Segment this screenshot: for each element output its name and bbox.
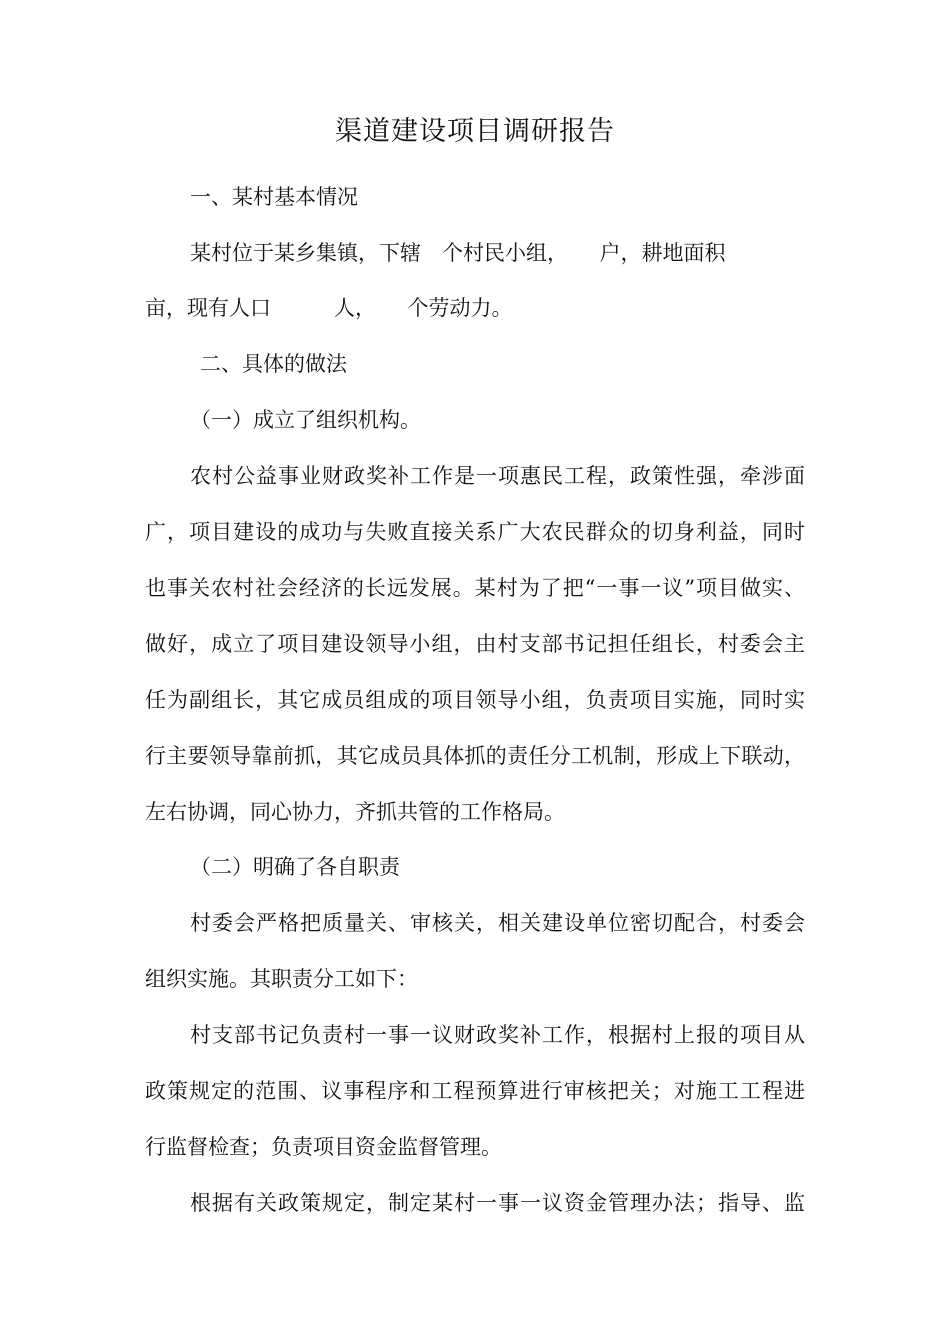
heading-specific-practices: 二、具体的做法 <box>200 352 347 376</box>
paragraph-line: 村委会严格把质量关、审核关，相关建设单位密切配合，村委会 <box>190 911 805 935</box>
heading-basic-situation: 一、某村基本情况 <box>190 185 358 209</box>
paragraph-line: 根据有关政策规定，制定某村一事一议资金管理办法；指导、监 <box>190 1191 805 1215</box>
paragraph-line: 农村公益事业财政奖补工作是一项惠民工程，政策性强，牵涉面 <box>190 464 805 488</box>
paragraph-line: 某村位于某乡集镇，下辖 个村民小组， 户，耕地面积 <box>190 241 726 265</box>
subheading-responsibilities: （二）明确了各自职责 <box>190 855 400 879</box>
paragraph-line: 做好，成立了项目建设领导小组，由村支部书记担任组长，村委会主 <box>145 632 805 656</box>
paragraph-line: 行主要领导靠前抓，其它成员具体抓的责任分工机制，形成上下联动， <box>145 744 805 768</box>
paragraph-line: 行监督检查；负责项目资金监督管理。 <box>145 1135 502 1159</box>
paragraph-line: 广，项目建设的成功与失败直接关系广大农民群众的切身利益，同时 <box>145 520 805 544</box>
paragraph-line: 左右协调，同心协力，齐抓共管的工作格局。 <box>145 800 565 824</box>
paragraph-line: 亩，现有人口 人， 个劳动力。 <box>145 296 513 320</box>
paragraph-line: 组织实施。其职责分工如下： <box>145 967 418 991</box>
paragraph-line: 任为副组长，其它成员组成的项目领导小组，负责项目实施，同时实 <box>145 688 805 712</box>
paragraph-line: 政策规定的范围、议事程序和工程预算进行审核把关；对施工工程进 <box>145 1079 805 1103</box>
paragraph-line: 也事关农村社会经济的长远发展。某村为了把“一事一议”项目做实、 <box>145 576 805 600</box>
paragraph-line: 村支部书记负责村一事一议财政奖补工作，根据村上报的项目从 <box>190 1023 805 1047</box>
subheading-organization: （一）成立了组织机构。 <box>190 408 421 432</box>
document-title: 渠道建设项目调研报告 <box>335 116 615 147</box>
